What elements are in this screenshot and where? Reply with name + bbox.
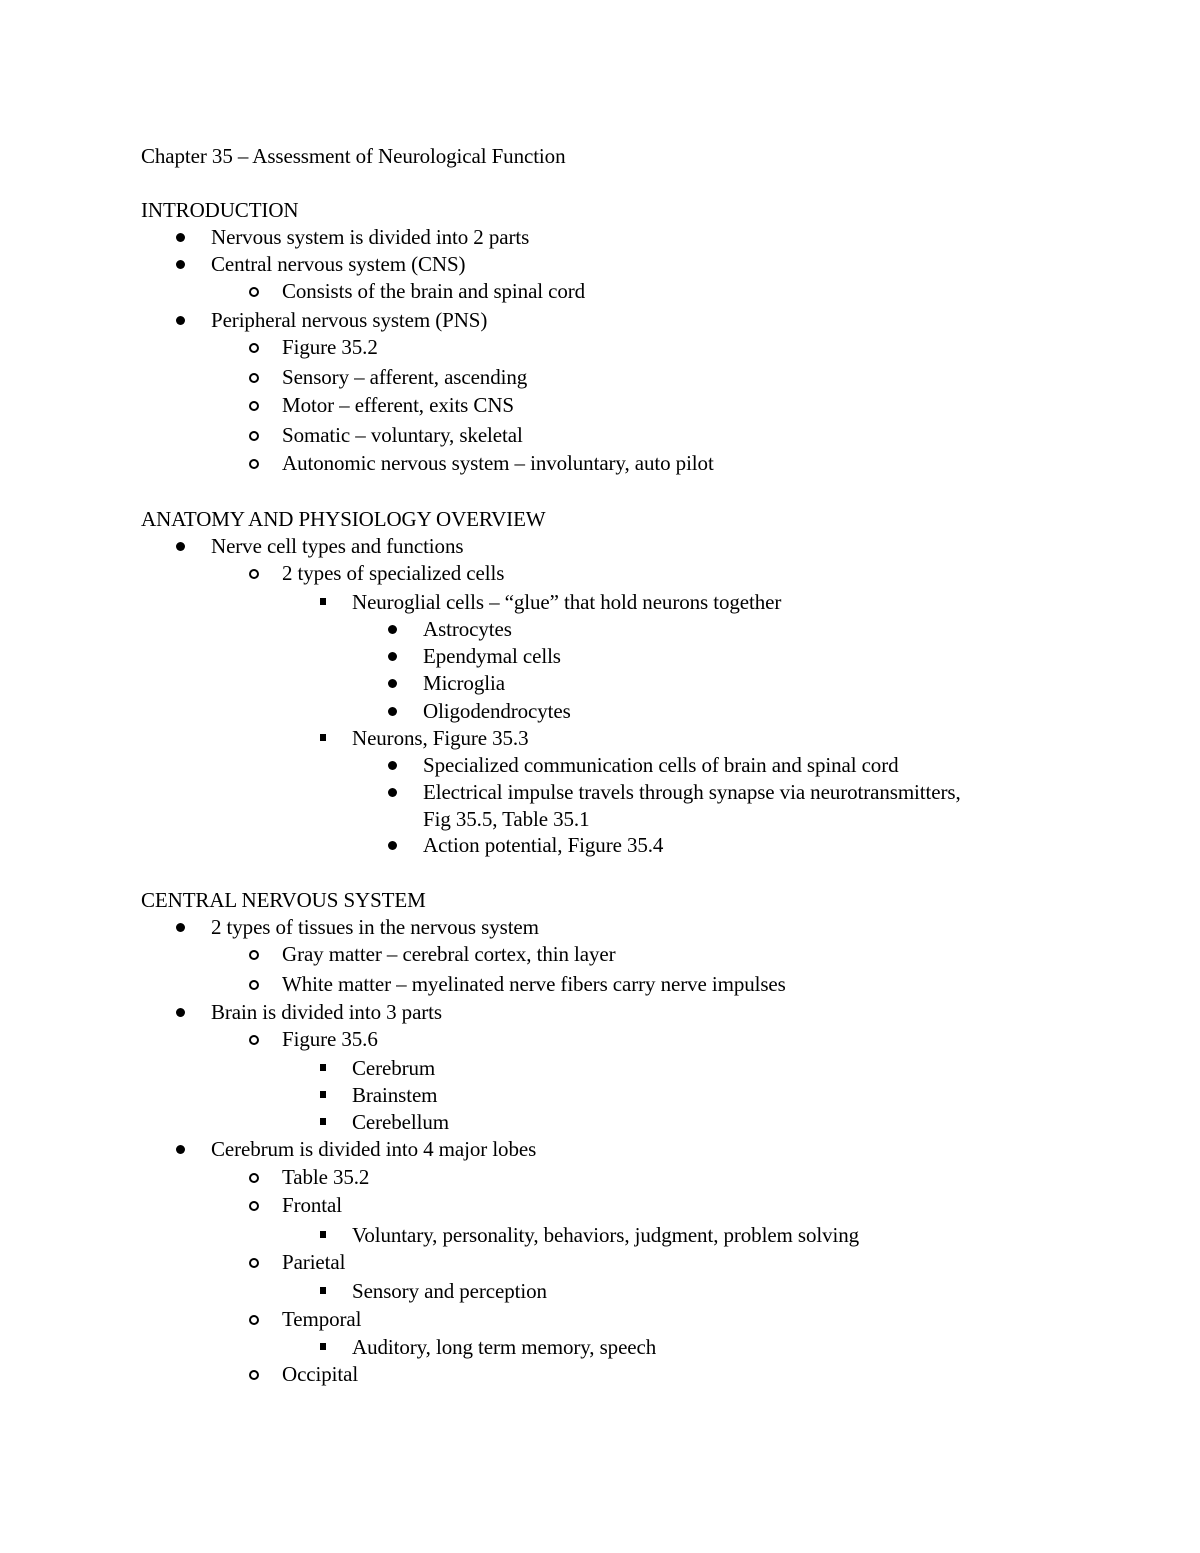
bullet-circle-icon: [249, 569, 259, 579]
bullet-circle-icon: [249, 1258, 259, 1268]
section-heading-cns: CENTRAL NERVOUS SYSTEM: [141, 888, 426, 912]
list-item: Specialized communication cells of brain and spinal cord: [423, 753, 899, 777]
list-item: Gray matter – cerebral cortex, thin layer: [282, 942, 616, 966]
bullet-disc-icon: [176, 233, 185, 242]
bullet-circle-icon: [249, 287, 259, 297]
bullet-square-icon: [320, 1343, 326, 1350]
list-item: Peripheral nervous system (PNS): [211, 308, 488, 332]
list-item: Occipital: [282, 1362, 359, 1386]
bullet-circle-icon: [249, 343, 259, 353]
list-item: Sensory – afferent, ascending: [282, 365, 528, 389]
bullet-square-icon: [320, 1287, 326, 1294]
list-item: Central nervous system (CNS): [211, 252, 466, 276]
list-item: Microglia: [423, 671, 505, 695]
list-item: Nerve cell types and functions: [211, 534, 464, 558]
bullet-square-icon: [320, 1091, 326, 1098]
list-item: Astrocytes: [423, 617, 512, 641]
list-item: Action potential, Figure 35.4: [423, 833, 664, 857]
bullet-disc-icon: [388, 679, 397, 688]
list-item: Motor – efferent, exits CNS: [282, 393, 514, 417]
bullet-disc-icon: [176, 260, 185, 269]
bullet-disc-icon: [176, 1008, 185, 1017]
list-item: 2 types of tissues in the nervous system: [211, 915, 539, 939]
bullet-disc-icon: [176, 542, 185, 551]
section-heading-anatomy: ANATOMY AND PHYSIOLOGY OVERVIEW: [141, 507, 546, 531]
list-item: Brain is divided into 3 parts: [211, 1000, 442, 1024]
list-item: Neurons, Figure 35.3: [352, 726, 529, 750]
bullet-square-icon: [320, 1064, 326, 1071]
list-item: White matter – myelinated nerve fibers carry nerve impulses: [282, 972, 786, 996]
list-item: Somatic – voluntary, skeletal: [282, 423, 523, 447]
list-item: Autonomic nervous system – involuntary, auto pilot: [282, 451, 714, 475]
section-heading-introduction: INTRODUCTION: [141, 198, 299, 222]
bullet-circle-icon: [249, 431, 259, 441]
list-item: Parietal: [282, 1250, 346, 1274]
list-item: Frontal: [282, 1193, 342, 1217]
bullet-disc-icon: [388, 707, 397, 716]
list-item: Consists of the brain and spinal cord: [282, 279, 586, 303]
list-item: Oligodendrocytes: [423, 699, 571, 723]
list-item: Table 35.2: [282, 1165, 370, 1189]
bullet-circle-icon: [249, 1315, 259, 1325]
list-item: Neuroglial cells – “glue” that hold neurons together: [352, 590, 782, 614]
bullet-disc-icon: [388, 625, 397, 634]
list-item: Auditory, long term memory, speech: [352, 1335, 657, 1359]
bullet-disc-icon: [388, 841, 397, 850]
document-title: Chapter 35 – Assessment of Neurological Function: [141, 144, 566, 168]
bullet-square-icon: [320, 598, 326, 605]
list-item: Voluntary, personality, behaviors, judgment, problem solving: [352, 1223, 860, 1247]
bullet-disc-icon: [176, 316, 185, 325]
bullet-circle-icon: [249, 1370, 259, 1380]
bullet-square-icon: [320, 1118, 326, 1125]
list-item: Sensory and perception: [352, 1279, 547, 1303]
bullet-circle-icon: [249, 373, 259, 383]
bullet-circle-icon: [249, 1173, 259, 1183]
list-item: Ependymal cells: [423, 644, 561, 668]
list-item: Figure 35.2: [282, 335, 378, 359]
list-item: Electrical impulse travels through synapse via neurotransmitters,: [423, 780, 961, 804]
bullet-circle-icon: [249, 1201, 259, 1211]
bullet-circle-icon: [249, 950, 259, 960]
list-item: 2 types of specialized cells: [282, 561, 505, 585]
list-item: Cerebrum: [352, 1056, 436, 1080]
list-item: Figure 35.6: [282, 1027, 378, 1051]
bullet-disc-icon: [388, 788, 397, 797]
bullet-disc-icon: [176, 923, 185, 932]
bullet-square-icon: [320, 734, 326, 741]
bullet-disc-icon: [388, 761, 397, 770]
bullet-disc-icon: [388, 652, 397, 661]
bullet-disc-icon: [176, 1145, 185, 1154]
list-item: Nervous system is divided into 2 parts: [211, 225, 530, 249]
bullet-circle-icon: [249, 980, 259, 990]
list-item: Brainstem: [352, 1083, 438, 1107]
list-item: Temporal: [282, 1307, 362, 1331]
list-item: Cerebrum is divided into 4 major lobes: [211, 1137, 537, 1161]
bullet-circle-icon: [249, 459, 259, 469]
bullet-circle-icon: [249, 401, 259, 411]
list-item-continuation: Fig 35.5, Table 35.1: [423, 807, 590, 831]
bullet-square-icon: [320, 1231, 326, 1238]
list-item: Cerebellum: [352, 1110, 449, 1134]
bullet-circle-icon: [249, 1035, 259, 1045]
